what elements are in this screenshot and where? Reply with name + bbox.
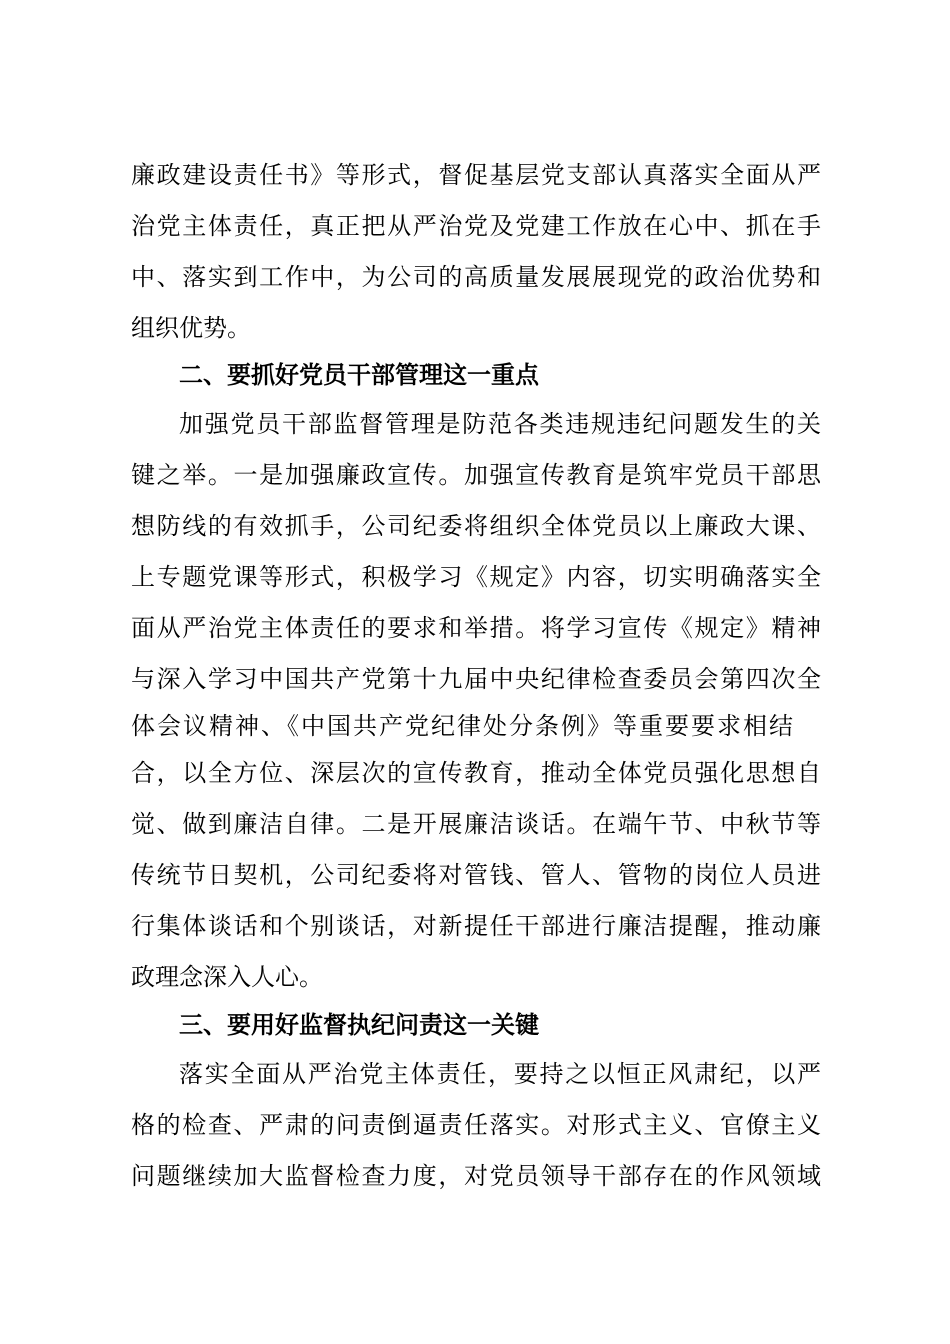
paragraph-line: 与深入学习中国共产党第十九届中央纪律检查委员会第四次全 xyxy=(131,665,821,693)
paragraph-line: 觉、做到廉洁自律。二是开展廉洁谈话。在端午节、中秋节等 xyxy=(131,810,821,838)
paragraph-line: 政理念深入人心。 xyxy=(131,963,323,991)
paragraph-line: 行集体谈话和个别谈话，对新提任干部进行廉洁提醒，推动廉 xyxy=(131,912,821,940)
paragraph-line: 体会议精神、《中国共产党纪律处分条例》等重要要求相结 xyxy=(131,712,793,740)
paragraph-line: 问题继续加大监督检查力度，对党员领导干部存在的作风领域 xyxy=(131,1162,821,1190)
paragraph-line: 格的检查、严肃的问责倒逼责任落实。对形式主义、官僚主义 xyxy=(131,1111,821,1139)
paragraph-line: 键之举。一是加强廉政宣传。加强宣传教育是筑牢党员干部思 xyxy=(131,461,821,489)
paragraph-line: 治党主体责任，真正把从严治党及党建工作放在心中、抓在手 xyxy=(131,212,821,240)
paragraph-line: 中、落实到工作中，为公司的高质量发展展现党的政治优势和 xyxy=(131,263,821,291)
paragraph-line: 组织优势。 xyxy=(131,314,251,342)
paragraph-line: 廉政建设责任书》等形式，督促基层党支部认真落实全面从严 xyxy=(131,161,821,189)
section-heading-3: 三、要用好监督执纪问责这一关键 xyxy=(179,1011,539,1039)
paragraph-line: 合，以全方位、深层次的宣传教育，推动全体党员强化思想自 xyxy=(131,759,821,787)
paragraph-line: 加强党员干部监督管理是防范各类违规违纪问题发生的关 xyxy=(179,410,821,438)
paragraph-line: 传统节日契机，公司纪委将对管钱、管人、管物的岗位人员进 xyxy=(131,861,821,889)
paragraph-line: 想防线的有效抓手，公司纪委将组织全体党员以上廉政大课、 xyxy=(131,512,821,540)
paragraph-line: 面从严治党主体责任的要求和举措。将学习宣传《规定》精神 xyxy=(131,614,821,642)
section-heading-2: 二、要抓好党员干部管理这一重点 xyxy=(179,361,539,389)
paragraph-line: 上专题党课等形式，积极学习《规定》内容，切实明确落实全 xyxy=(131,563,821,591)
paragraph-line: 落实全面从严治党主体责任，要持之以恒正风肃纪，以严 xyxy=(179,1060,821,1088)
